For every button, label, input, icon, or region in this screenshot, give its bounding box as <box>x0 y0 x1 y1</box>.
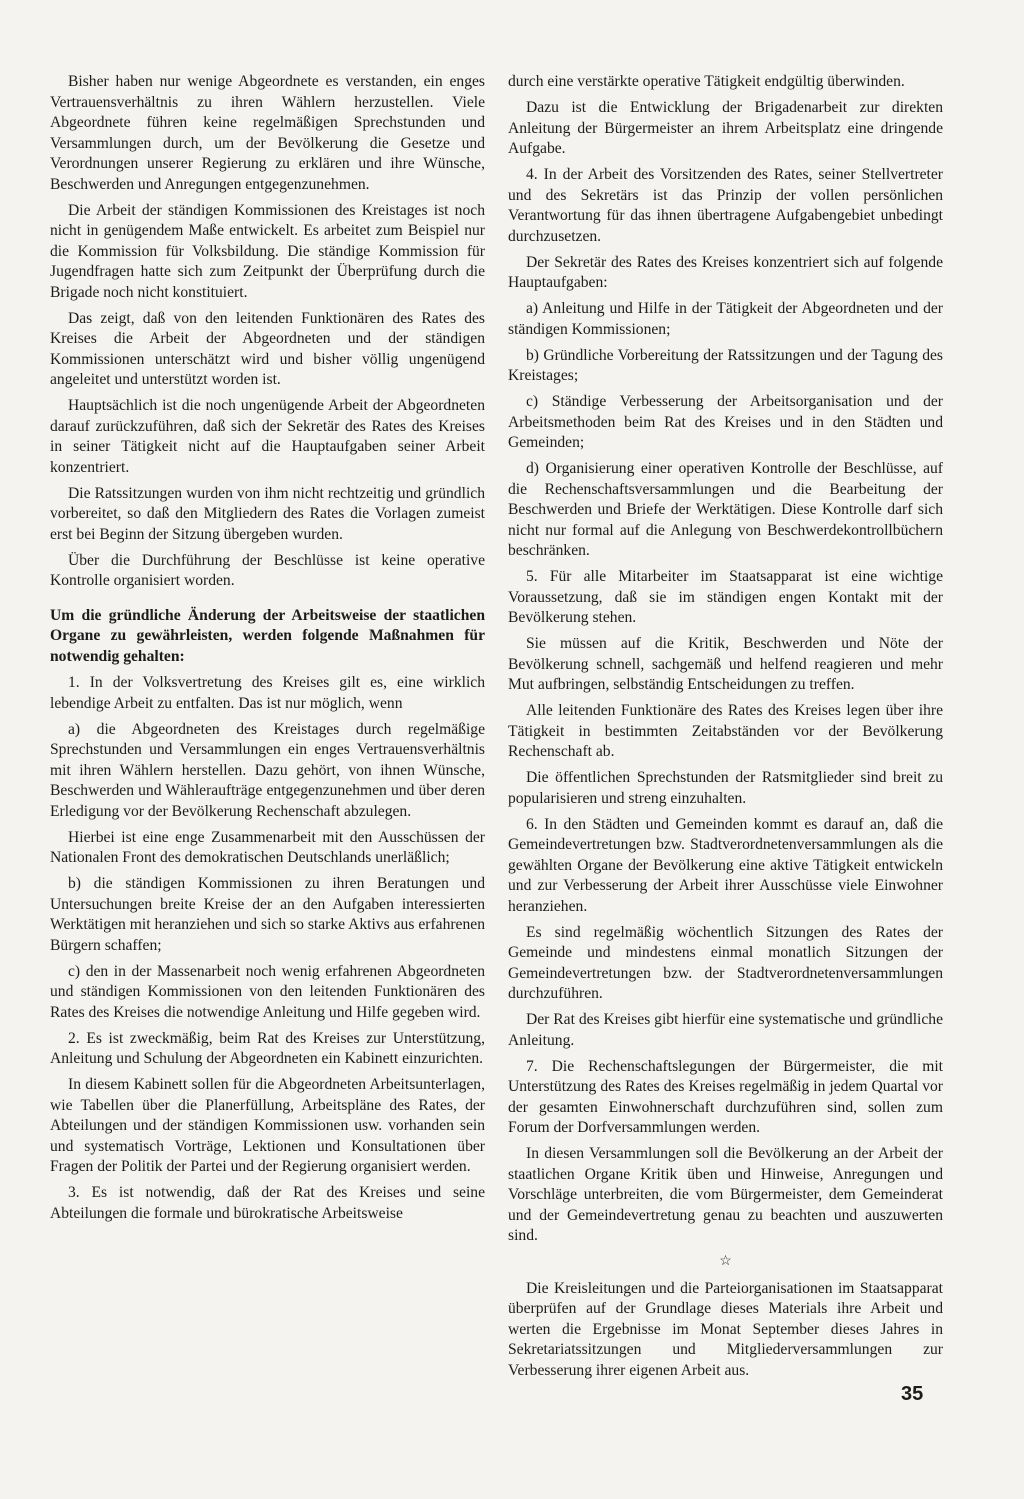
paragraph: Hauptsächlich ist die noch ungenügende Arbeit der Abgeordneten darauf zurückzuführen, daß sich der Sekretär des Rates des Kreises in seiner Tätigkeit nicht auf die Hauptaufgaben seiner Arbeit konzentriert. <box>50 397 485 476</box>
measure-1b: b) die ständigen Kommissionen zu ihren Beratungen und Untersuchungen breite Kreise der an den Aufgaben interessierten Werktätigen mit heranziehen und sich so starke Aktivs aus erfahrenen Bürgern schaffen; <box>50 875 485 954</box>
measure-6: 6. In den Städten und Gemeinden kommt es darauf an, daß die Gemeindevertretungen bzw. Stadtverordnetenversammlungen als die gewählten Organe der Bevölkerung eine aktive Tätigkeit entwickeln und zur Verbesserung der Arbeit ihrer Ausschüsse viele Einwohner heranziehen. <box>508 815 943 915</box>
paragraph: Der Rat des Kreises gibt hierfür eine systematische und gründliche Anleitung. <box>508 1011 944 1049</box>
paragraph: Die öffentlichen Sprechstunden der Ratsmitglieder sind breit zu popularisieren und streng einzuhalten. <box>508 769 943 807</box>
paragraph: Es sind regelmäßig wöchentlich Sitzungen des Rates der Gemeinde und mindestens einmal monatlich Sitzungen der Gemeindevertretungen bzw. der Stadtverordnetenversammlungen durchzuführen. <box>508 923 943 1002</box>
paragraph: Das zeigt, daß von den leitenden Funktionären des Rates des Kreises die Arbeit der Abgeordneten und der ständigen Kommissionen unterschätzt wird und bisher völlig ungenügend angeleitet und unterstützt worden ist. <box>50 309 485 388</box>
paragraph: In diesem Kabinett sollen für die Abgeordneten Arbeitsunterlagen, wie Tabellen über die Planerfüllung, Arbeitspläne des Rates, der Abteilungen und der ständigen Kommissionen usw. vorhanden sein und systematisch Vorträge, Lektionen und Konsultationen über Fragen der Politik der Partei und der Regierung organisiert werden. <box>50 1076 485 1175</box>
section-heading: Um die gründliche Änderung der Arbeitsweise der staatlichen Organe zu gewährleisten, werden folgende Maßnahmen für notwendig gehalten: <box>50 606 485 665</box>
paragraph: Bisher haben nur wenige Abgeordnete es verstanden, ein enges Vertrauensverhältnis zu ihren Wählern herzustellen. Viele Abgeordnete führen keine regelmäßigen Sprechstunden und Versammlungen durch, um der Bevölkerung die Gesetze und Verordnungen unserer Regierung zu erklären und ihre Wünsche, Beschwerden und Anregungen entgegenzunehmen. <box>50 73 485 193</box>
closing-paragraph: Die Kreisleitungen und die Parteiorganisationen im Staatsapparat überprüfen auf der Grundlage dieses Materials ihre Arbeit und werten die Ergebnisse im Monat September dieses Jahres in Sekretariatssitzungen und Mitgliederversammlungen zur Verbesserung ihrer eigenen Arbeit aus. <box>508 1279 943 1379</box>
measure-5: 5. Für alle Mitarbeiter im Staatsapparat ist eine wichtige Voraussetzung, daß sie im ständigen engen Kontakt mit der Bevölkerung stehen. <box>508 568 943 626</box>
paragraph: In diesen Versammlungen soll die Bevölkerung an der Arbeit der staatlichen Organe Kritik üben und Hinweise, Anregungen und Vorschläge unterbreiten, die vom Bürgermeister, dem Gemeinderat und der Gemeindevertretung genau zu beachten und auszuwerten sind. <box>508 1145 943 1244</box>
left-column <box>50 72 485 1230</box>
paragraph: Sie müssen auf die Kritik, Beschwerden und Nöte der Bevölkerung schnell, sachgemäß und helfend reagieren und mehr Mut aufbringen, selbständig Entscheidungen zu treffen. <box>508 635 943 693</box>
paragraph: Die Arbeit der ständigen Kommissionen des Kreistages ist noch nicht in genügendem Maße entwickelt. Es arbeitet zum Beispiel nur die Kommission für Volksbildung. Die ständige Kommission für Jugendfragen hatte sich zum Zeitpunkt der Überprüfung durch die Brigade noch nicht konstituiert. <box>50 201 485 301</box>
paragraph: Hierbei ist eine enge Zusammenarbeit mit den Ausschüssen der Nationalen Front des demokratischen Deutschlands unerläßlich; <box>50 828 485 866</box>
task-a: a) Anleitung und Hilfe in der Tätigkeit der Abgeordneten und der ständigen Kommissionen; <box>508 300 943 338</box>
measure-4: 4. In der Arbeit des Vorsitzenden des Rates, seiner Stellvertreter und des Sekretärs ist das Prinzip der vollen persönlichen Verantwortung für das ihnen übertragene Aufgabengebiet unbedingt durchzusetzen. <box>508 166 943 245</box>
task-d: d) Organisierung einer operativen Kontrolle der Beschlüsse, auf die Rechenschaftsversammlungen und die Bearbeitung der Beschwerden und Briefe der Werktätigen. Diese Kontrolle darf sich nicht nur formal auf die Anlegung von Beschwerdekontrollbüchern beschränken. <box>508 460 943 559</box>
paragraph: Alle leitenden Funktionäre des Rates des Kreises legen über ihre Tätigkeit in bestimmten Zeitabständen vor der Bevölkerung Rechenschaft ab. <box>508 702 943 760</box>
paragraph: Die Ratssitzungen wurden von ihm nicht rechtzeitig und gründlich vorbereitet, so daß den Mitgliedern des Rates die Vorlagen zumeist erst bei Beginn der Sitzung übergeben wurden. <box>50 484 485 543</box>
page-number: 35 <box>901 1383 924 1405</box>
paragraph: Dazu ist die Entwicklung der Brigadenarbeit zur direkten Anleitung der Bürgermeister an ihrem Arbeitsplatz eine dringende Aufgabe. <box>508 99 943 157</box>
right-column <box>508 72 943 1387</box>
measure-3: 3. Es ist notwendig, daß der Rat des Kreises und seine Abteilungen die formale und bürokratische Arbeitsweise <box>50 1184 485 1222</box>
measure-7: 7. Die Rechenschaftslegungen der Bürgermeister, die mit Unterstützung des Rates des Kreises regelmäßig in jedem Quartal vor der gesamten Einwohnerschaft durchzuführen sind, sollen zum Forum der Dorfversammlungen werden. <box>508 1057 943 1136</box>
paragraph: Über die Durchführung der Beschlüsse ist keine operative Kontrolle organisiert worden. <box>50 551 485 589</box>
paragraph: Der Sekretär des Rates des Kreises konzentriert sich auf folgende Hauptaufgaben: <box>508 253 943 291</box>
measure-1a: a) die Abgeordneten des Kreistages durch regelmäßige Sprechstunden und Versammlungen ein enges Vertrauensverhältnis mit ihren Wählern herstellen. Dazu gehört, von ihnen Wünsche, Beschwerden und Wähleraufträge entgegenzunehmen und über deren Erledigung vor der Bevölkerung Rechenschaft abzulegen. <box>50 720 485 820</box>
task-b: b) Gründliche Vorbereitung der Ratssitzungen und der Tagung des Kreistages; <box>508 346 943 384</box>
measure-1: 1. In der Volksvertretung des Kreises gilt es, eine wirklich lebendige Arbeit zu entfalten. Das ist nur möglich, wenn <box>50 674 485 712</box>
measure-2: 2. Es ist zweckmäßig, beim Rat des Kreises zur Unterstützung, Anleitung und Schulung der Abgeordneten ein Kabinett einzurichten. <box>50 1029 485 1067</box>
measure-1c: c) den in der Massenarbeit noch wenig erfahrenen Abgeordneten und ständigen Kommissionen von den leitenden Funktionären des Rates des Kreises die notwendige Anleitung und Hilfe gegeben wird. <box>50 962 485 1021</box>
task-c: c) Ständige Verbesserung der Arbeitsorganisation und der Arbeitsmethoden beim Rat des Kreises und in den Städten und Gemeinden; <box>508 393 943 451</box>
star-separator-icon: ☆ <box>719 1254 732 1269</box>
paragraph-continuation: durch eine verstärkte operative Tätigkeit endgültig überwinden. <box>508 73 905 90</box>
